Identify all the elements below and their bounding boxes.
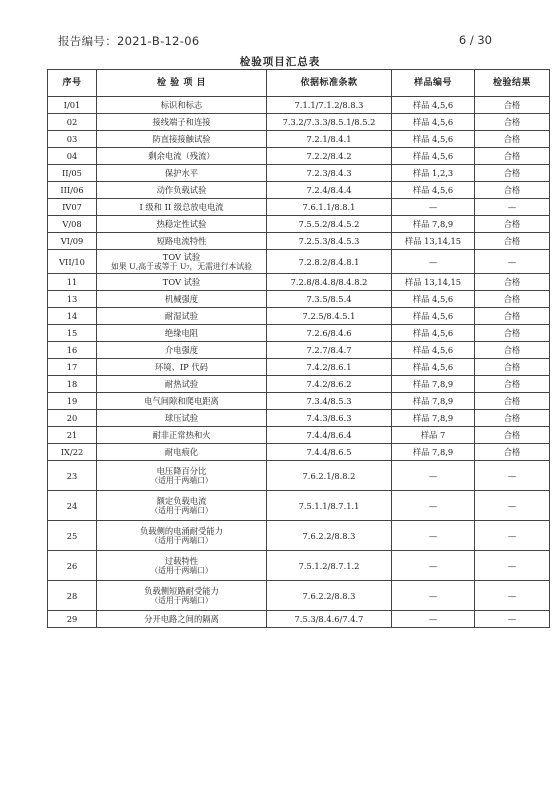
row-item-cell [97,551,267,581]
row-result-cell: 合格 [475,114,550,131]
row-sample-cell: — [392,250,475,274]
row-item-cell: 耐非正常热和火 [97,427,267,444]
row-item-cell: 接线端子和连接 [97,114,267,131]
row-number-cell: III/06 [48,182,97,199]
item-line-1: 负载侧短路耐受能力 [144,585,219,596]
row-number-cell: IX/22 [48,444,97,461]
row-item-cell: 分开电路之间的隔离 [97,611,267,628]
row-number-cell: 14 [48,308,97,325]
row-number-cell: 19 [48,393,97,410]
table-row [48,581,550,611]
table-row [48,274,550,291]
row-item-cell: 标识和标志 [97,97,267,114]
row-result-cell: 合格 [475,410,550,427]
report-number: 报告编号：2021-B-12-06 [58,34,200,48]
row-item-cell: 短路电流特性 [97,233,267,250]
row-item-cell: I 级和 II 级总放电电流 [97,199,267,216]
row-number-cell: 13 [48,291,97,308]
row-sample-cell: 样品 4,5,6 [392,359,475,376]
row-sample-cell: 样品 7,8,9 [392,376,475,393]
row-item-cell: TOV 试验 [97,274,267,291]
row-standard-cell: 7.4.4/8.6.4 [267,427,392,444]
table-row [48,444,550,461]
row-standard-cell: 7.2.1/8.4.1 [267,131,392,148]
row-sample-cell: — [392,491,475,521]
row-standard-cell: 7.2.6/8.4.6 [267,325,392,342]
table-row [48,342,550,359]
row-item-cell: 保护水平 [97,165,267,182]
row-item-cell [97,521,267,551]
table-row [48,199,550,216]
row-result-cell: 合格 [475,308,550,325]
row-result-cell: 合格 [475,427,550,444]
row-result-cell: — [475,461,550,491]
row-number-cell: 29 [48,611,97,628]
table-row [48,308,550,325]
row-standard-cell: 7.4.2/8.6.1 [267,359,392,376]
table-row [48,376,550,393]
table-row [48,551,550,581]
item-line-2: （适用于两端口） [150,475,213,485]
row-sample-cell: 样品 4,5,6 [392,325,475,342]
row-item-cell [97,461,267,491]
row-result-cell: — [475,250,550,274]
item-line-2: 如果 U꜀高于或等于 U₇，无需进行本试验 [111,261,252,271]
row-standard-cell: 7.2.4/8.4.4 [267,182,392,199]
table-header-row [48,70,550,97]
row-standard-cell: 7.1.1/7.1.2/8.8.3 [267,97,392,114]
row-number-cell: VII/10 [48,250,97,274]
row-standard-cell: 7.2.3/8.4.3 [267,165,392,182]
row-number-cell: 18 [48,376,97,393]
row-standard-cell: 7.2.5/8.4.5.1 [267,308,392,325]
row-item-cell: 环境、IP 代码 [97,359,267,376]
table-row [48,427,550,444]
row-sample-cell: 样品 4,5,6 [392,97,475,114]
table-row [48,216,550,233]
row-item-cell: 防直接接触试验 [97,131,267,148]
item-line-2: （适用于两端口） [150,565,213,575]
row-number-cell: 03 [48,131,97,148]
row-result-cell: — [475,551,550,581]
row-item-cell: 剩余电流（残流） [97,148,267,165]
row-sample-cell: 样品 13,14,15 [392,233,475,250]
row-item-cell: 热稳定性试验 [97,216,267,233]
row-number-cell: VI/09 [48,233,97,250]
row-number-cell: 02 [48,114,97,131]
row-sample-cell: 样品 7,8,9 [392,216,475,233]
row-result-cell: — [475,491,550,521]
row-number-cell: 17 [48,359,97,376]
row-sample-cell: — [392,551,475,581]
row-result-cell: 合格 [475,393,550,410]
row-sample-cell: 样品 4,5,6 [392,148,475,165]
row-number-cell: 23 [48,461,97,491]
row-sample-cell: 样品 7,8,9 [392,444,475,461]
row-result-cell: 合格 [475,342,550,359]
row-sample-cell: 样品 1,2,3 [392,165,475,182]
table-row [48,393,550,410]
row-number-cell: 25 [48,521,97,551]
row-sample-cell: 样品 4,5,6 [392,114,475,131]
row-sample-cell: 样品 7 [392,427,475,444]
item-line-1: TOV 试验 [162,251,201,262]
row-item-cell: 球压试验 [97,410,267,427]
table-row [48,233,550,250]
row-result-cell: 合格 [475,444,550,461]
column-header-standard: 依据标准条款 [267,70,392,97]
row-item-cell [97,491,267,521]
table-row [48,182,550,199]
row-result-cell: 合格 [475,233,550,250]
row-number-cell: II/05 [48,165,97,182]
row-sample-cell: 样品 4,5,6 [392,342,475,359]
item-line-2: （适用于两端口） [150,535,213,545]
row-item-cell: 介电强度 [97,342,267,359]
row-result-cell: — [475,199,550,216]
row-result-cell: 合格 [475,274,550,291]
row-sample-cell: — [392,461,475,491]
row-result-cell: 合格 [475,148,550,165]
row-result-cell: — [475,521,550,551]
row-standard-cell: 7.3.2/7.3.3/8.5.1/8.5.2 [267,114,392,131]
row-result-cell: 合格 [475,376,550,393]
item-line-1: 额定负载电流 [156,495,207,506]
row-item-cell [97,581,267,611]
row-sample-cell: — [392,521,475,551]
row-result-cell: 合格 [475,216,550,233]
row-number-cell: 15 [48,325,97,342]
row-result-cell: — [475,581,550,611]
row-result-cell: 合格 [475,165,550,182]
row-number-cell: I/01 [48,97,97,114]
row-standard-cell: 7.6.1.1/8.8.1 [267,199,392,216]
row-number-cell: 20 [48,410,97,427]
row-sample-cell: — [392,581,475,611]
table-row [48,131,550,148]
row-item-cell [97,250,267,274]
row-number-cell: 11 [48,274,97,291]
row-sample-cell: 样品 4,5,6 [392,131,475,148]
row-standard-cell: 7.5.1.1/8.7.1.1 [267,491,392,521]
item-line-1: 负载侧的电涌耐受能力 [140,525,223,536]
row-number-cell: 04 [48,148,97,165]
row-item-cell: 动作负载试验 [97,182,267,199]
table-row [48,114,550,131]
row-item-cell: 耐电痕化 [97,444,267,461]
row-number-cell: 26 [48,551,97,581]
row-standard-cell: 7.2.5.3/8.4.5.3 [267,233,392,250]
row-number-cell: 16 [48,342,97,359]
row-standard-cell: 7.6.2.2/8.8.3 [267,581,392,611]
table-row [48,521,550,551]
table-row [48,165,550,182]
item-line-2: （适用于两端口） [150,505,213,515]
row-number-cell: IV07 [48,199,97,216]
row-result-cell: 合格 [475,97,550,114]
row-standard-cell: 7.5.5.2/8.4.5.2 [267,216,392,233]
table-row [48,325,550,342]
row-result-cell: — [475,611,550,628]
row-standard-cell: 7.2.8.2/8.4.8.1 [267,250,392,274]
row-standard-cell: 7.6.2.2/8.8.3 [267,521,392,551]
row-result-cell: 合格 [475,359,550,376]
row-sample-cell: 样品 7,8,9 [392,410,475,427]
column-header-no: 序号 [48,70,97,97]
table-row [48,410,550,427]
row-standard-cell: 7.5.3/8.4.6/7.4.7 [267,611,392,628]
row-standard-cell: 7.3.5/8.5.4 [267,291,392,308]
table-row [48,148,550,165]
item-line-1: 电压降百分比 [156,465,207,476]
row-sample-cell: 样品 4,5,6 [392,291,475,308]
table-row [48,97,550,114]
column-header-item: 检 验 项 目 [97,70,267,97]
column-header-sample: 样品编号 [392,70,475,97]
table-row [48,491,550,521]
row-standard-cell: 7.2.2/8.4.2 [267,148,392,165]
document-title: 检验项目汇总表 [239,56,321,68]
row-standard-cell: 7.3.4/8.5.3 [267,393,392,410]
item-line-1: 过载特性 [164,555,199,566]
inspection-summary-table [47,69,550,628]
table-row [48,250,550,274]
table-row [48,359,550,376]
row-number-cell: 21 [48,427,97,444]
row-item-cell: 绝缘电阻 [97,325,267,342]
row-sample-cell: — [392,199,475,216]
row-standard-cell: 7.6.2.1/8.8.2 [267,461,392,491]
row-item-cell: 电气间隙和爬电距离 [97,393,267,410]
row-result-cell: 合格 [475,291,550,308]
row-result-cell: 合格 [475,325,550,342]
column-header-result: 检验结果 [475,70,550,97]
row-item-cell: 耐热试验 [97,376,267,393]
item-line-2: （适用于两端口） [150,595,213,605]
row-standard-cell: 7.2.7/8.4.7 [267,342,392,359]
row-number-cell: 28 [48,581,97,611]
row-sample-cell: 样品 4,5,6 [392,308,475,325]
row-standard-cell: 7.4.4/8.6.5 [267,444,392,461]
page-number: 6 / 30 [458,33,492,47]
row-standard-cell: 7.4.3/8.6.3 [267,410,392,427]
table-body [48,97,550,628]
row-sample-cell: 样品 13,14,15 [392,274,475,291]
row-sample-cell: 样品 7,8,9 [392,393,475,410]
row-standard-cell: 7.5.1.2/8.7.1.2 [267,551,392,581]
row-number-cell: V/08 [48,216,97,233]
table-row [48,611,550,628]
row-item-cell: 机械强度 [97,291,267,308]
row-number-cell: 24 [48,491,97,521]
row-sample-cell: — [392,611,475,628]
row-standard-cell: 7.2.8/8.4.8/8.4.8.2 [267,274,392,291]
table-row [48,461,550,491]
row-result-cell: 合格 [475,131,550,148]
row-result-cell: 合格 [475,182,550,199]
table-row [48,291,550,308]
row-item-cell: 耐湿试验 [97,308,267,325]
row-sample-cell: 样品 4,5,6 [392,182,475,199]
row-standard-cell: 7.4.2/8.6.2 [267,376,392,393]
